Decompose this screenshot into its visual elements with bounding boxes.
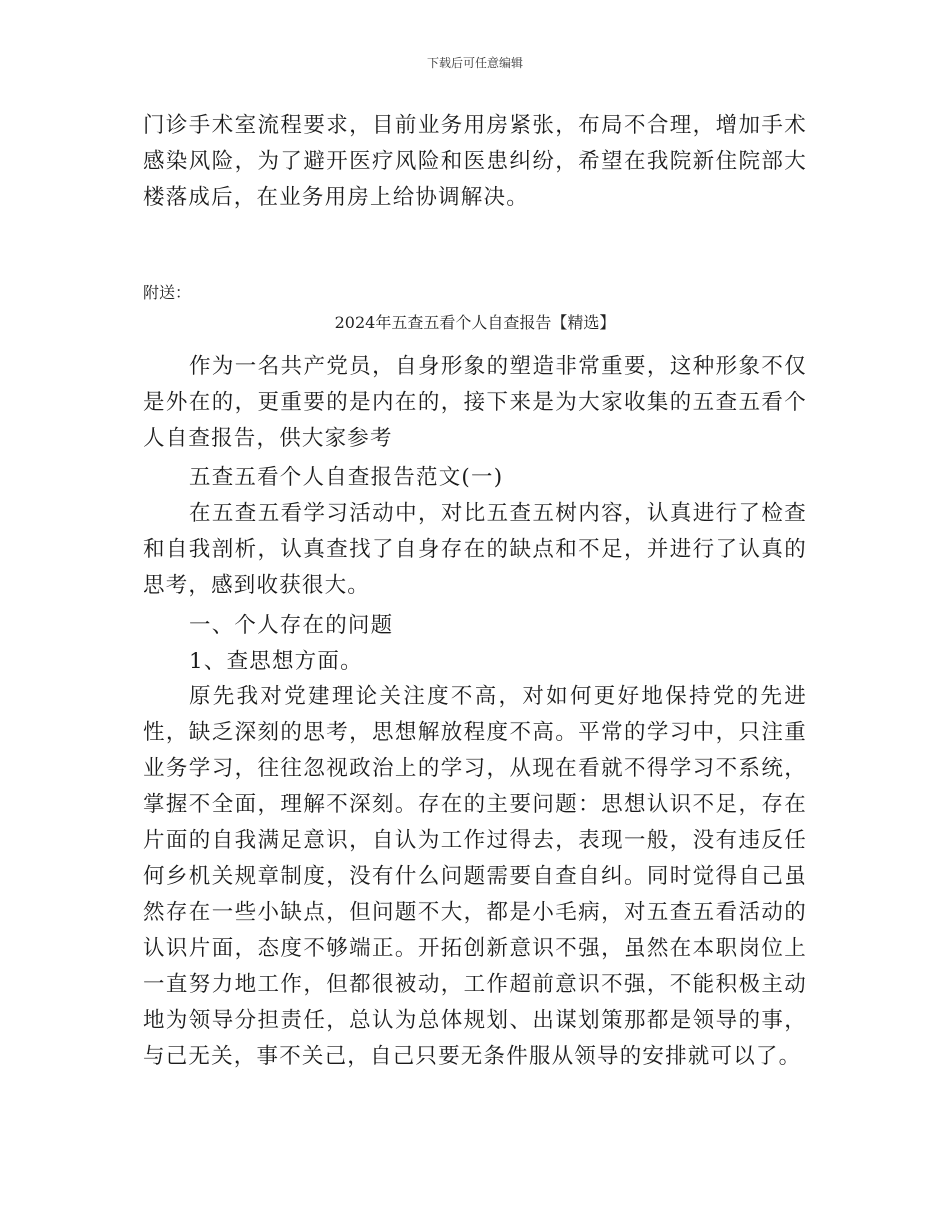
subsection-heading: 1、查思想方面。 <box>189 649 363 674</box>
sample-title: 五查五看个人自查报告范文(一) <box>189 465 504 490</box>
paragraph-intro: 作为一名共产党员，自身形象的塑造非常重要，这种形象不仅是外在的，更重要的是内在的，接下来是为大家收集的五查五看个人自查报告，供大家参考 <box>143 354 807 451</box>
paragraph-continued: 门诊手术室流程要求，目前业务用房紧张，布局不合理，增加手术感染风险，为了避开医疗风险和医患纠纷，希望在我院新住院部大楼落成后，在业务用房上给协调解决。 <box>143 113 807 210</box>
paragraph-activity: 在五查五看学习活动中，对比五查五树内容，认真进行了检查和自我剖析，认真查找了自身存在的缺点和不足，并进行了认真的思考，感到收获很大。 <box>143 501 807 598</box>
section-heading: 一、个人存在的问题 <box>189 613 394 638</box>
attach-label: 附送： <box>143 283 192 302</box>
document-title: 2024年五查五看个人自查报告【精选】 <box>334 313 616 332</box>
header-note: 下载后可任意编辑 <box>426 56 523 70</box>
paragraph-thought: 原先我对党建理论关注度不高，对如何更好地保持党的先进性，缺乏深刻的思考，思想解放程度不高。平常的学习中，只注重业务学习，往往忽视政治上的学习，从现在看就不得学习不系统，掌握不全面，理解不深刻。存在的主要问题：思想认识不足，存在片面的自我满足意识，自认为工作过得去，表现一般，没有违反任何乡机关规章制度，没有什么问题需要自查自纠。同时觉得自己虽然存在一些小缺点，但问题不大，都是小毛病，对五查五看活动的认识片面，态度不够端正。开拓创新意识不强，虽然在本职岗位上一直努力地工作，但都很被动，工作超前意识不强，不能积极主动地为领导分担责任，总认为总体规划、出谋划策那都是领导的事，与己无关，事不关己，自己只要无条件服从领导的安排就可以了。 <box>143 684 807 1069</box>
